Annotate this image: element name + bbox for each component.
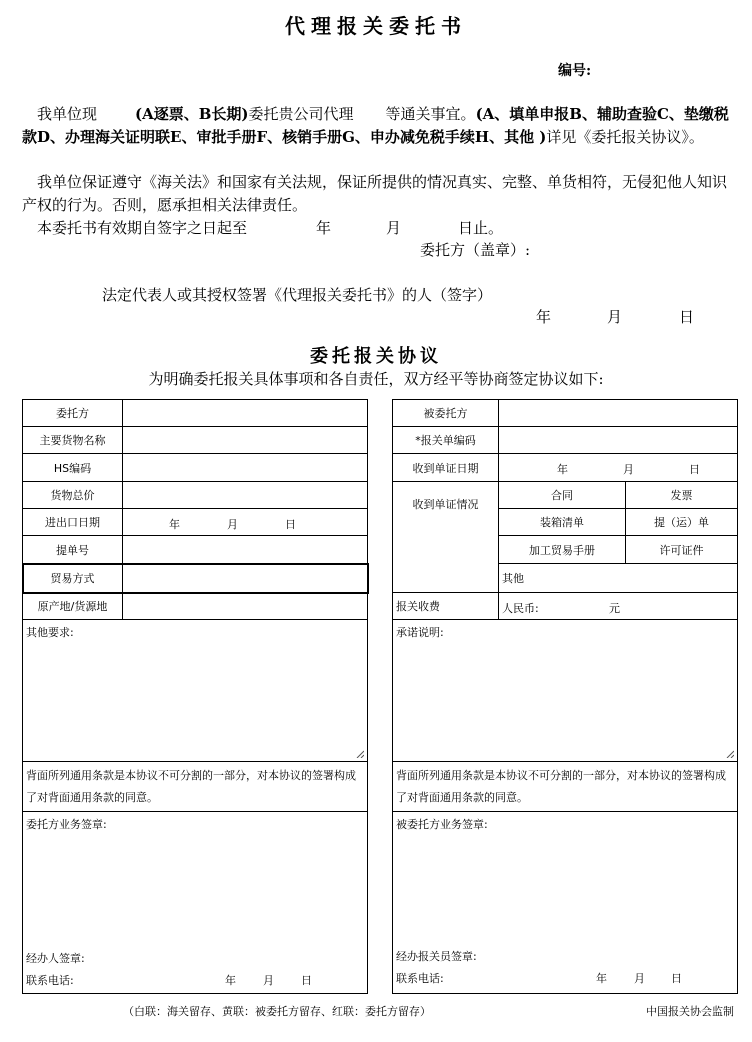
right-day: 日 [671,972,682,985]
principal-label: 委托方 [23,400,123,427]
resize-handle-icon[interactable] [726,750,734,758]
origin-label: 原产地/货源地 [23,593,123,620]
left-year: 年 [225,974,236,987]
commitment-box[interactable] [393,620,738,762]
letter-paragraph-2: 我单位保证遵守《海关法》和国家有关法规，保证所提供的情况真实、完整、单货相符，无侵犯他人知识产权的行为。否则，愿承担相关法律责任。 [22,173,728,214]
p1-e: (A、填单申报B、辅助查验C、垫缴税款D、办理海关证明联E、审批手册F、核销手册G、申办减免税手续H、其他 ) [22,105,729,146]
left-day: 日 [301,974,312,987]
sign-day: 日 [679,308,695,326]
main-goods-field[interactable] [123,427,368,454]
doc-day: 日 [689,463,700,476]
handler-label: 经办人签章: [26,952,85,965]
right-clause: 背面所列通用条款是本协议不可分割的一部分，对本协议的签署构成了对背面通用条款的同意。 [393,762,738,812]
principal-seal-label: 委托方（盖章）: [420,241,531,259]
principal-sign-box[interactable] [23,812,368,994]
left-phone-label: 联系电话: [26,974,74,987]
p1-f: 详见《委托报关协议》。 [546,128,704,146]
contract-cell[interactable]: 合同 [499,482,626,509]
hs-code-field[interactable] [123,454,368,482]
legal-rep-label: 法定代表人或其授权签署《代理报关委托书》的人（签字） [102,286,493,304]
bl-cell[interactable]: 提（运）单 [626,509,738,536]
doc-month: 月 [623,463,634,476]
agent-sign-box[interactable] [393,812,738,994]
resize-handle-icon[interactable] [356,750,364,758]
ie-date-label: 进出口日期 [23,509,123,536]
right-phone-label: 联系电话: [396,972,444,985]
ie-day: 日 [285,518,296,531]
validity-year: 年 [316,219,332,237]
validity-day: 日止。 [458,219,504,237]
principal-field[interactable] [123,400,368,427]
fee-label: 报关收费 [393,593,499,620]
p1-d: 等通关事宜。 [385,105,476,123]
origin-field[interactable] [123,593,368,620]
doc-status-label: 收到单证情况 [393,482,499,593]
yuan-label: 元 [609,602,620,615]
total-value-field[interactable] [123,482,368,509]
bill-no-field[interactable] [123,536,368,564]
main-goods-label: 主要货物名称 [23,427,123,454]
packing-cell[interactable]: 装箱清单 [499,509,626,536]
other-doc-cell[interactable]: 其他 [499,564,738,593]
doc-year: 年 [557,463,568,476]
validity-text: 本委托书有效期自签字之日起至 [37,219,248,237]
other-requirements-box[interactable] [23,620,368,762]
agent-sign-label: 被委托方业务签章: [396,818,488,831]
commit-label: 承诺说明: [396,626,444,639]
doc-date-field[interactable] [499,454,738,482]
document-title: 代理报关委托书 [285,14,467,38]
rmb-label: 人民币: [502,602,539,615]
copies-note: （白联：海关留存、黄联：被委托方留存、红联：委托方留存） [123,1005,431,1018]
ie-year: 年 [169,518,180,531]
fee-field[interactable] [499,593,738,620]
total-value-label: 货物总价 [23,482,123,509]
ie-date-field[interactable] [123,509,368,536]
ie-month: 月 [227,518,238,531]
left-clause: 背面所列通用条款是本协议不可分割的一部分，对本协议的签署构成了对背面通用条款的同意。 [23,762,368,812]
principal-sign-label: 委托方业务签章: [26,818,107,831]
agreement-intro: 为明确委托报关具体事项和各自责任，双方经平等协商签定协议如下: [148,370,604,388]
bill-no-label: 提单号 [23,536,123,564]
agent-label: 被委托方 [393,400,499,427]
broker-label: 经办报关员签章: [396,950,477,963]
decl-no-label: *报关单编码 [393,427,499,454]
trade-mode-label: 贸易方式 [23,564,123,593]
decl-no-field[interactable] [499,427,738,454]
agent-table [392,399,738,994]
sign-year: 年 [536,308,552,326]
number-label: 编号: [558,63,592,79]
license-cell[interactable]: 许可证件 [626,536,738,564]
p1-c: 委托贵公司代理 [248,105,354,123]
p1-a: 我单位现 [37,105,98,123]
letter-paragraph-1 [22,103,734,149]
principal-table [22,399,368,994]
p1-b: (A逐票、B长期) [135,105,249,123]
sign-month: 月 [607,308,623,326]
trade-mode-field[interactable] [123,564,368,593]
right-month: 月 [634,972,645,985]
other-req-label: 其他要求: [26,626,74,639]
validity-month: 月 [386,219,402,237]
invoice-cell[interactable]: 发票 [626,482,738,509]
doc-date-label: 收到单证日期 [393,454,499,482]
agent-field[interactable] [499,400,738,427]
agreement-title: 委托报关协议 [310,346,442,367]
right-year: 年 [596,972,607,985]
manual-cell[interactable]: 加工贸易手册 [499,536,626,564]
left-month: 月 [263,974,274,987]
supervisor-note: 中国报关协会监制 [646,1005,734,1018]
hs-code-label: HS编码 [23,454,123,482]
